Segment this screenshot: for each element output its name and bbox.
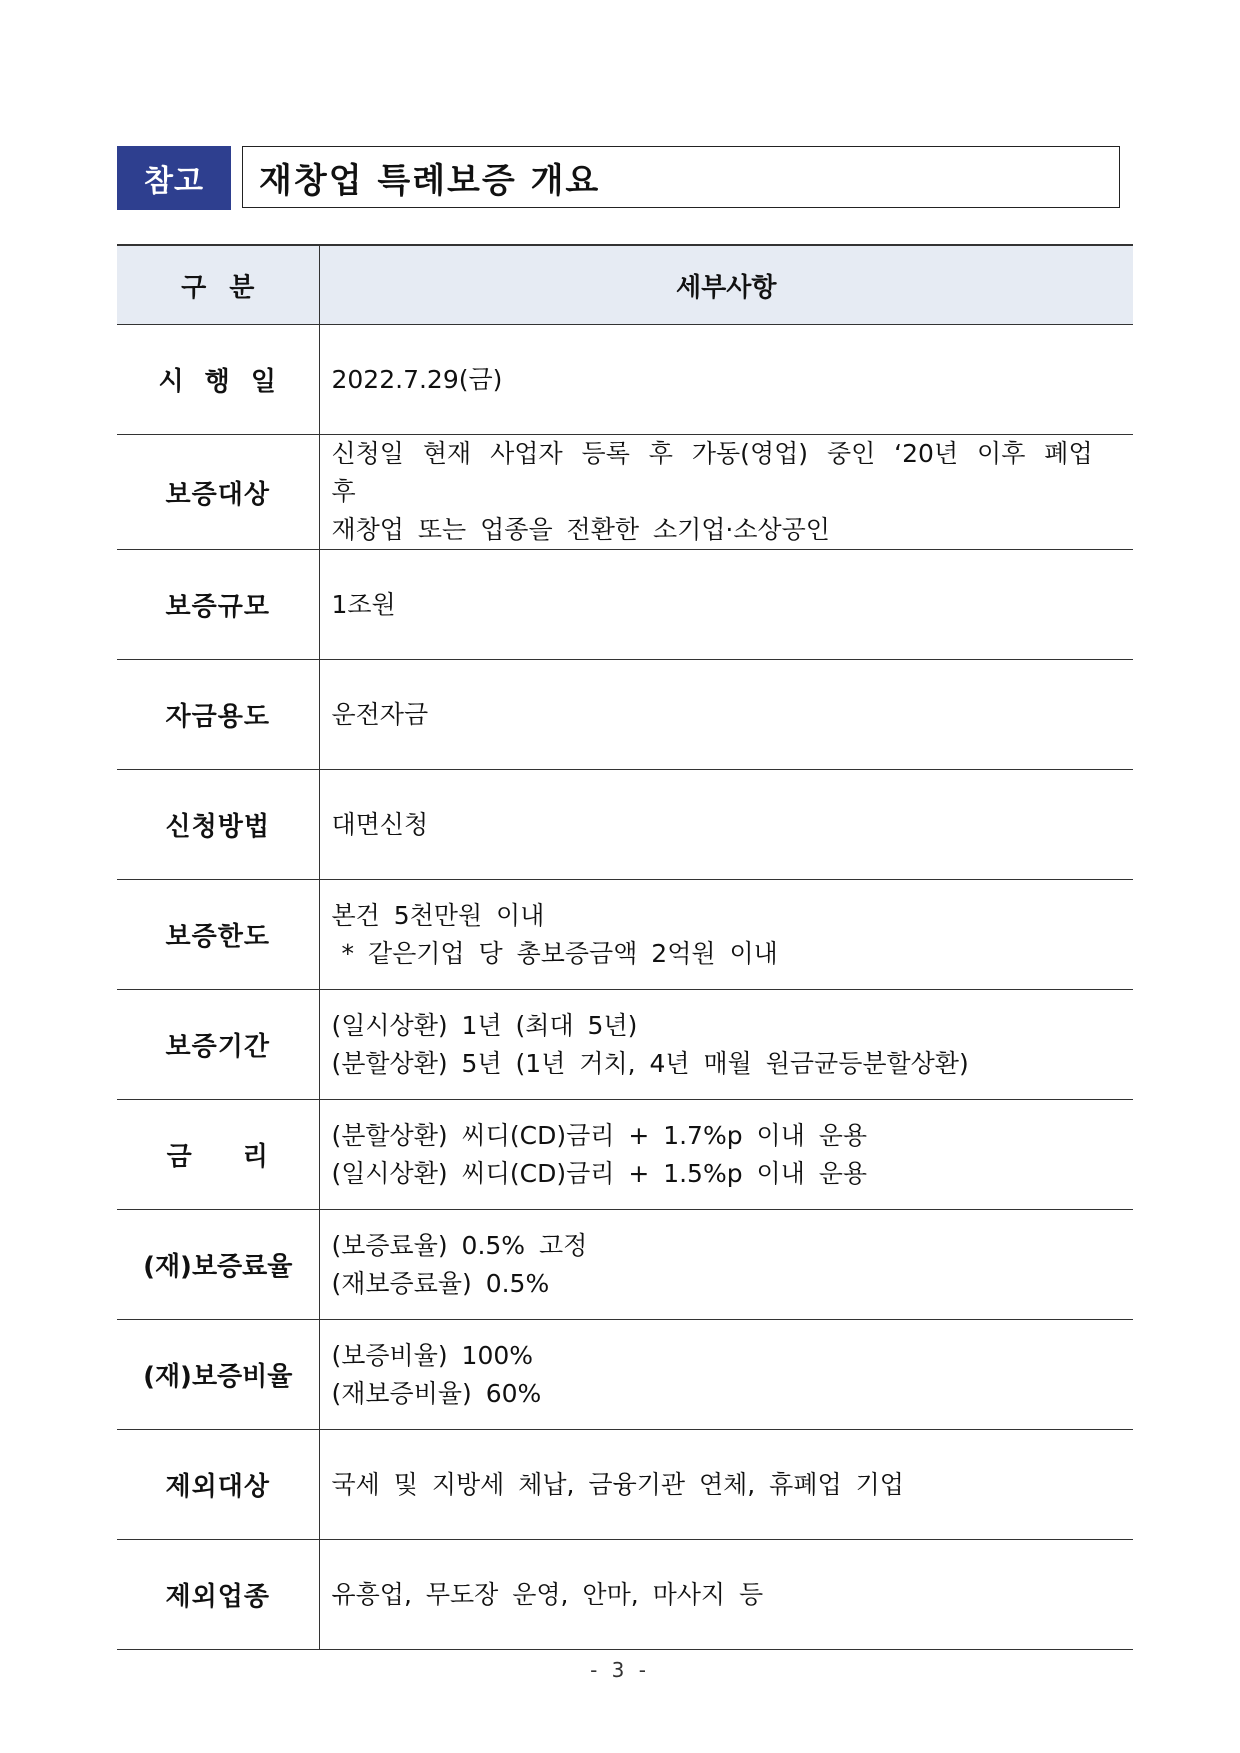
value-line: (재보증료율) 0.5% xyxy=(331,1268,550,1298)
row-label: 제외대상 xyxy=(117,1430,319,1540)
value-line: (분할상환) 5년 (1년 거치, 4년 매월 원금균등분할상환) xyxy=(331,1048,969,1078)
table-row xyxy=(117,1540,1133,1650)
row-label: 보증규모 xyxy=(117,550,319,660)
value-line: 본건 5천만원 이내 xyxy=(331,900,545,930)
value-line: 1조원 xyxy=(331,589,396,619)
row-label: 자금용도 xyxy=(117,660,319,770)
row-label: 시 행 일 xyxy=(117,325,319,435)
table-row xyxy=(117,1320,1133,1430)
row-value xyxy=(319,1100,1133,1210)
row-value xyxy=(319,1320,1133,1430)
value-line: 운전자금 xyxy=(331,699,429,729)
row-value xyxy=(319,770,1133,880)
page-number: - 3 - xyxy=(590,1658,650,1682)
table-row xyxy=(117,1210,1133,1320)
value-line: (일시상환) 1년 (최대 5년) xyxy=(331,1010,638,1040)
value-line: (일시상환) 씨디(CD)금리 + 1.5%p 이내 운용 xyxy=(331,1158,868,1188)
value-line: (재보증비율) 60% xyxy=(331,1378,542,1408)
table-row xyxy=(117,325,1133,435)
row-label: 보증대상 xyxy=(117,435,319,550)
value-line: 국세 및 지방세 체납, 금융기관 연체, 휴폐업 기업 xyxy=(331,1469,904,1499)
table-row xyxy=(117,990,1133,1100)
row-label: 보증한도 xyxy=(117,880,319,990)
value-note: * 같은기업 당 총보증금액 2억원 이내 xyxy=(341,938,778,968)
value-line: 2022.7.29(금) xyxy=(331,364,503,394)
row-label: 보증기간 xyxy=(117,990,319,1100)
column-header-details: 세부사항 xyxy=(319,245,1133,325)
value-line: (보증비율) 100% xyxy=(331,1340,534,1370)
row-label: (재)보증비율 xyxy=(117,1320,319,1430)
table-row xyxy=(117,435,1133,550)
value-line: 재창업 또는 업종을 전환한 소기업·소상공인 xyxy=(331,515,830,544)
value-line: 대면신청 xyxy=(331,809,429,839)
row-value xyxy=(319,1540,1133,1650)
section-title: 재창업 특례보증 개요 xyxy=(242,146,1120,208)
row-value xyxy=(319,435,1133,550)
table-row xyxy=(117,880,1133,990)
overview-table xyxy=(117,244,1133,1650)
row-value xyxy=(319,1430,1133,1540)
reference-badge: 참고 xyxy=(117,146,231,210)
row-label: 금 리 xyxy=(117,1100,319,1210)
row-value xyxy=(319,990,1133,1100)
value-line: (분할상환) 씨디(CD)금리 + 1.7%p 이내 운용 xyxy=(331,1120,868,1150)
row-label: (재)보증료율 xyxy=(117,1210,319,1320)
row-value xyxy=(319,325,1133,435)
value-line: (보증료율) 0.5% 고정 xyxy=(331,1230,588,1260)
value-line: 유흥업, 무도장 운영, 안마, 마사지 등 xyxy=(331,1579,764,1609)
value-line: 신청일 현재 사업자 등록 후 가동(영업) 중인 ‘20년 이후 폐업 후 xyxy=(331,439,1093,506)
row-label: 신청방법 xyxy=(117,770,319,880)
section-header xyxy=(117,146,1122,210)
table-row xyxy=(117,550,1133,660)
row-value xyxy=(319,1210,1133,1320)
column-header-category: 구 분 xyxy=(117,245,319,325)
table-row xyxy=(117,660,1133,770)
row-label: 제외업종 xyxy=(117,1540,319,1650)
table-row xyxy=(117,770,1133,880)
row-value xyxy=(319,660,1133,770)
table-header-row xyxy=(117,245,1133,325)
row-value xyxy=(319,880,1133,990)
row-value xyxy=(319,550,1133,660)
table-row xyxy=(117,1100,1133,1210)
table-row xyxy=(117,1430,1133,1540)
